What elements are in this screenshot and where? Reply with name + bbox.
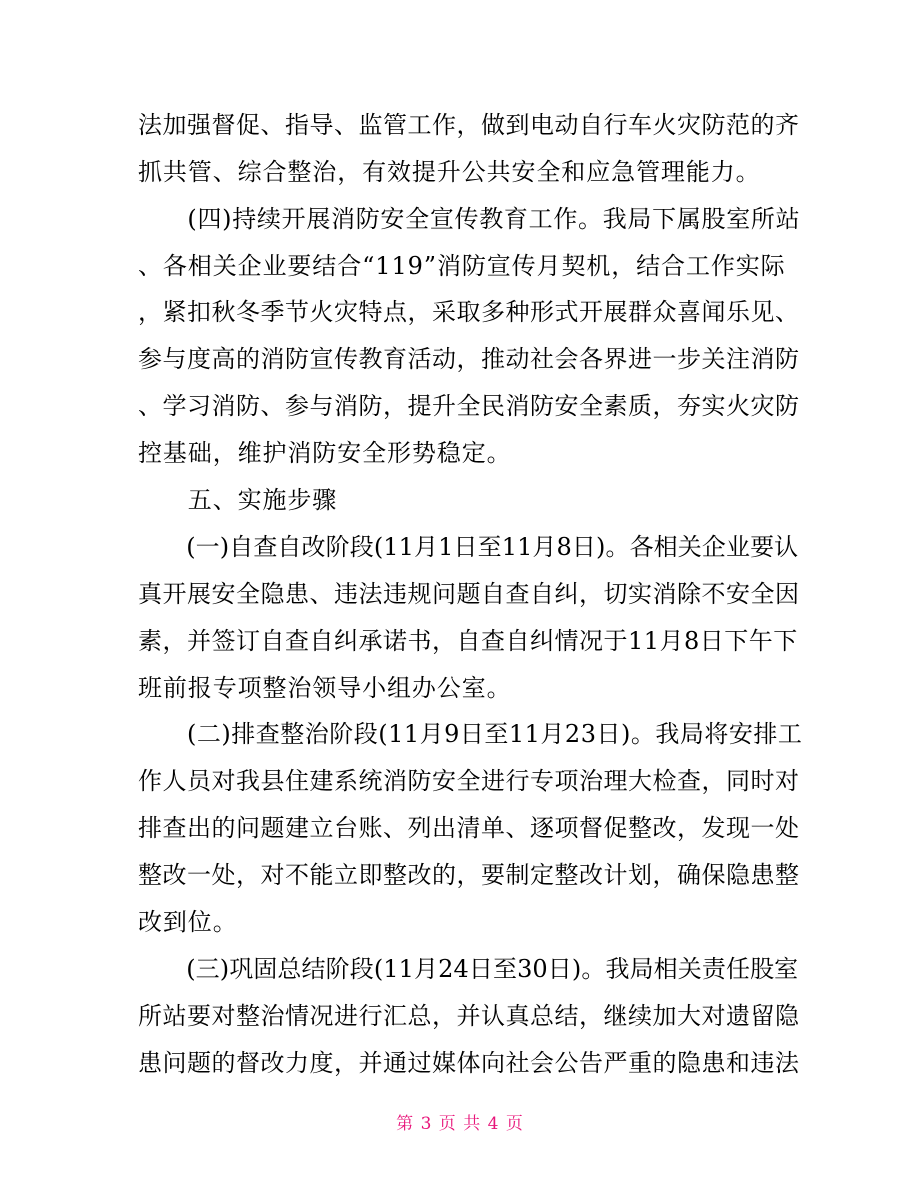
text-line: 、各相关企业要结合“119”消防宣传月契机，结合工作实际 (138, 252, 786, 280)
text-line: 参与度高的消防宣传教育活动，推动社会各界进一步关注消防 (138, 345, 800, 373)
text-line: 改到位。 (138, 908, 238, 936)
text-line: 整改一处，对不能立即整改的，要制定整改计划，确保隐患整 (138, 861, 800, 889)
text-line: 排查出的问题建立台账、列出清单、逐项督促整改，发现一处 (138, 814, 800, 842)
page-footer (0, 1112, 920, 1136)
text-line: 控基础，维护消防安全形势稳定。 (138, 439, 512, 467)
text-line: (一)自查自改阶段(11月1日至11月8日)。各相关企业要认 (138, 533, 799, 561)
text-line: (二)排查整治阶段(11月9日至11月23日)。我局将安排工 (138, 720, 803, 748)
text-line: 素，并签订自查自纠承诺书，自查自纠情况于11月8日下午下 (138, 627, 798, 655)
text-line: 、学习消防、参与消防，提升全民消防安全素质，夯实火灾防 (138, 392, 800, 420)
text-line: 作人员对我县住建系统消防安全进行专项治理大检查，同时对 (138, 767, 800, 795)
section-heading: 五、实施步骤 (138, 486, 338, 514)
text-line: 法加强督促、指导、监管工作，做到电动自行车火灾防范的齐 (138, 111, 800, 139)
text-line: 所站要对整治情况进行汇总，并认真总结，继续加大对遗留隐 (138, 1002, 800, 1030)
text-line: 真开展安全隐患、违法违规问题自查自纠，切实消除不安全因 (138, 580, 800, 608)
page-number: 第 3 页 共 4 页 (396, 1114, 524, 1134)
text-line: 患问题的督改力度，并通过媒体向社会公告严重的隐患和违法 (138, 1049, 800, 1077)
text-line: 抓共管、综合整治，有效提升公共安全和应急管理能力。 (138, 158, 761, 186)
text-line: (三)巩固总结阶段(11月24日至30日)。我局相关责任股室 (138, 955, 799, 983)
text-line: ，紧扣秋冬季节火灾特点，采取多种形式开展群众喜闻乐见、 (138, 298, 800, 326)
text-line: 班前报专项整治领导小组办公室。 (138, 674, 512, 702)
text-line: (四)持续开展消防安全宣传教育工作。我局下属股室所站 (138, 205, 801, 233)
